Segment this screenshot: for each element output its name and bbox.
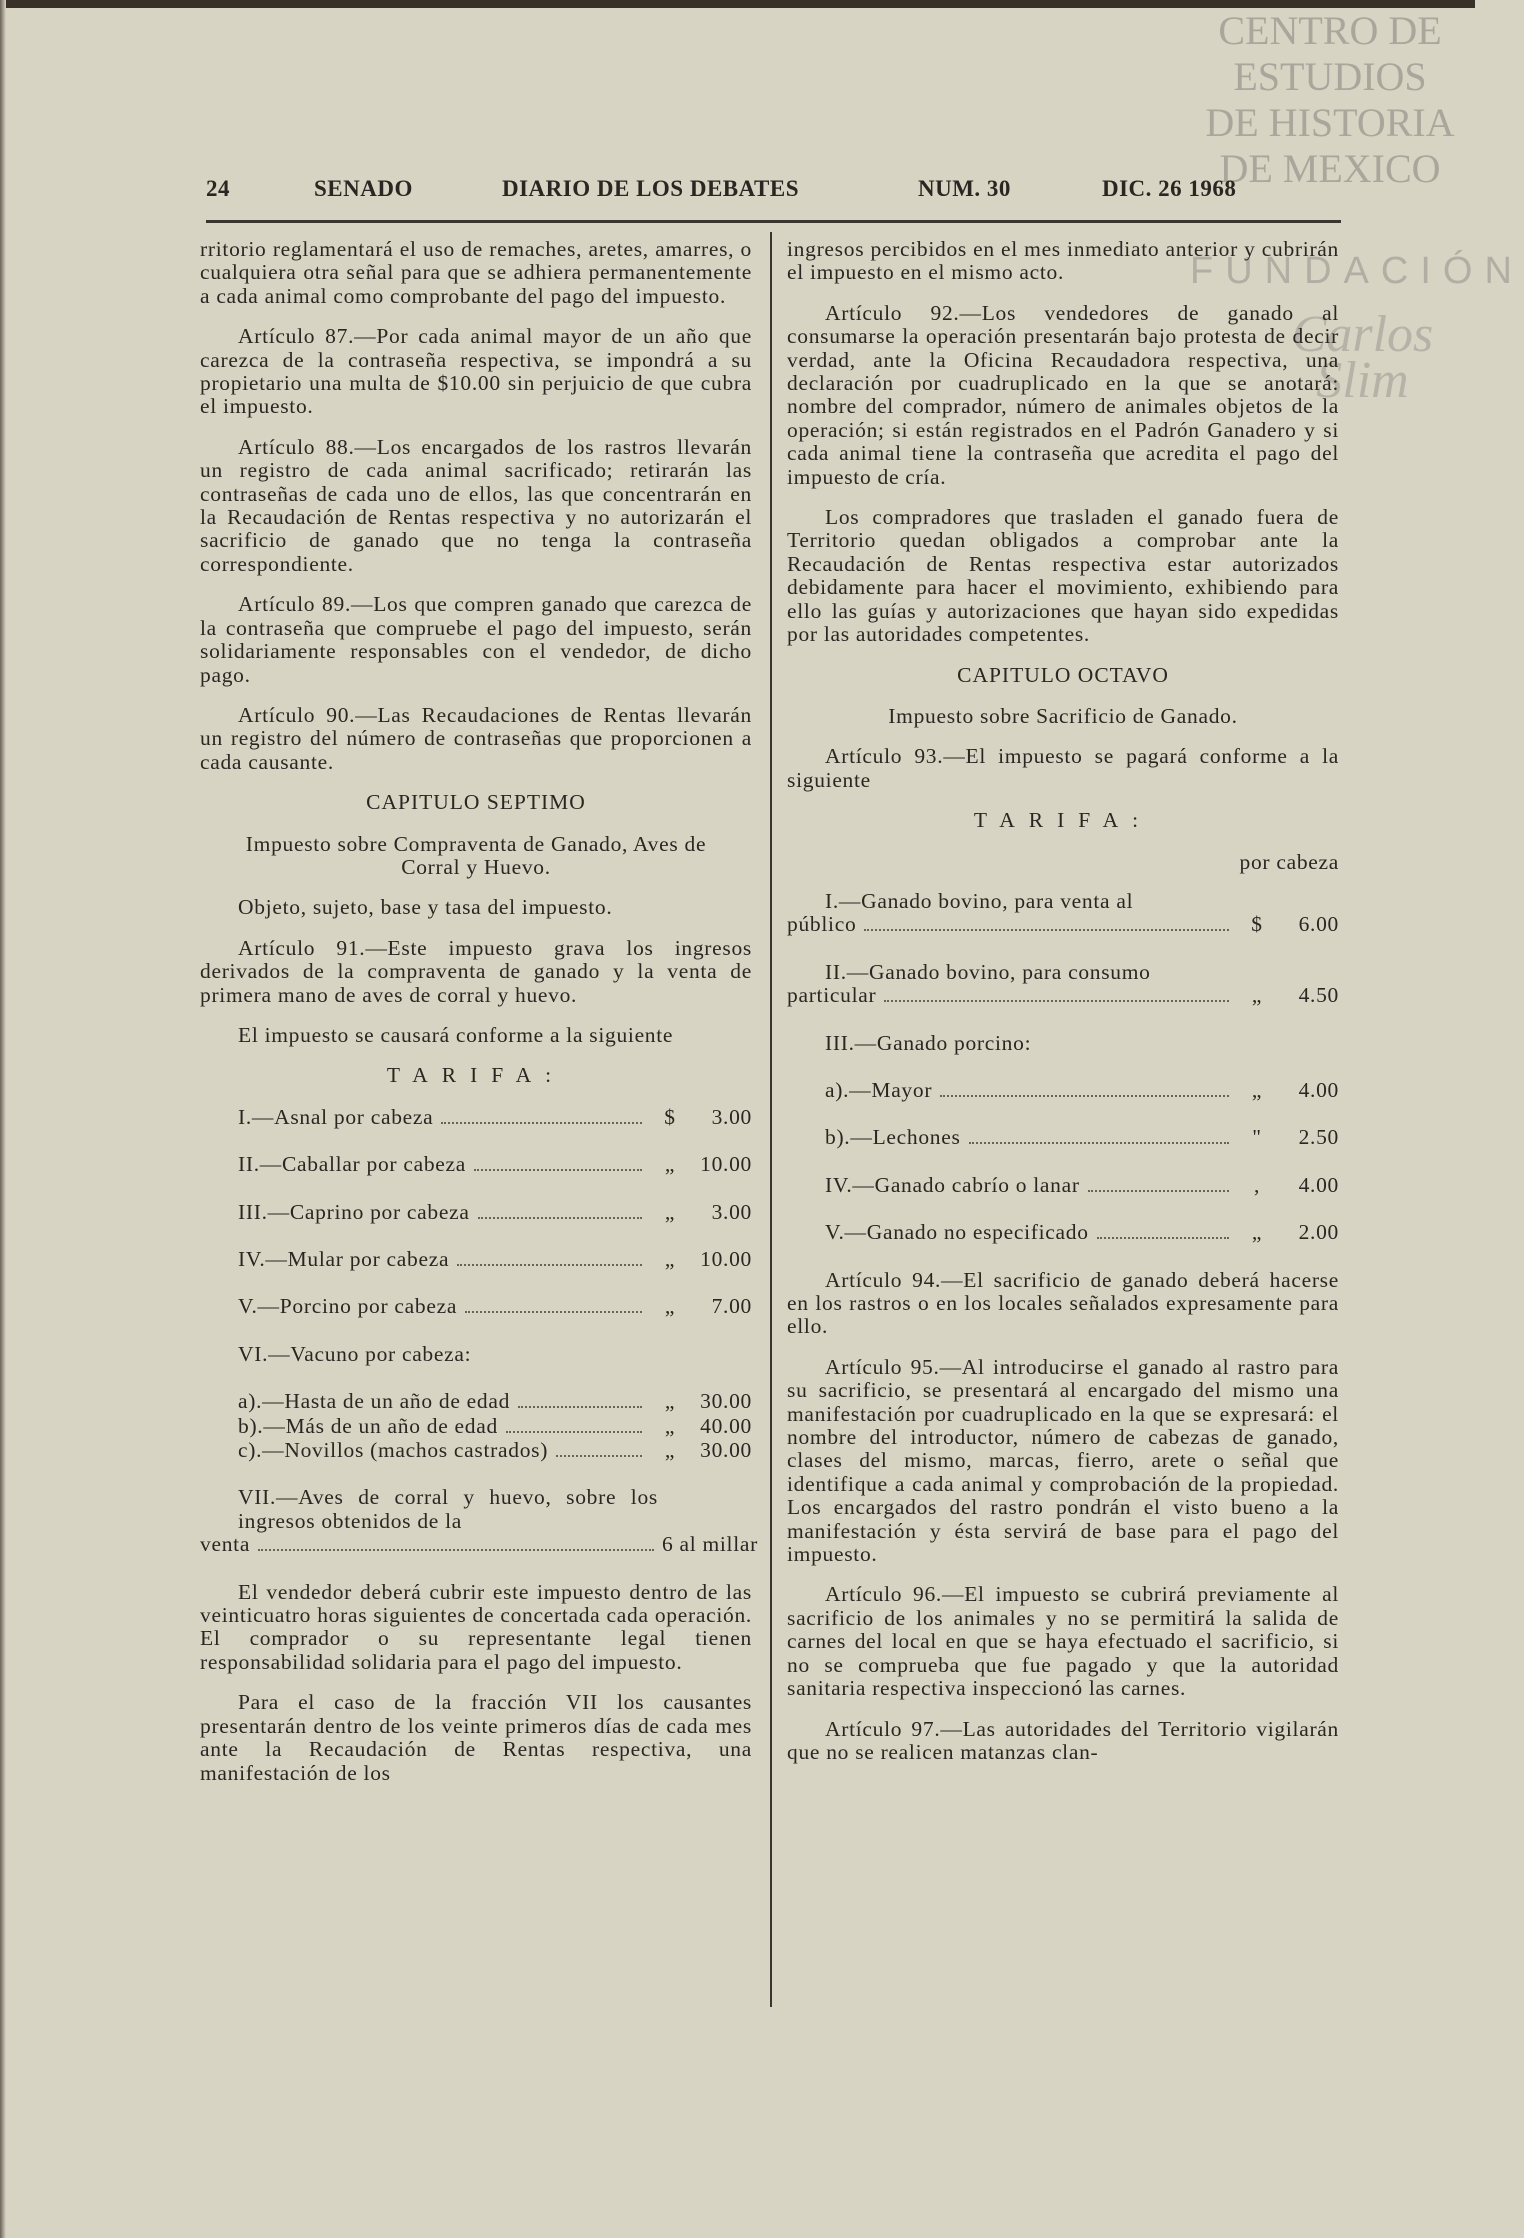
paragraph: Artículo 90.—Las Recaudaciones de Rentas llevarán un registro del número de contraseñas que proporcionen a cada causante. — [200, 702, 752, 774]
tariff-value: 30.00 — [700, 1389, 752, 1414]
tariff-row-line — [787, 984, 1339, 1007]
dot-leader — [478, 1217, 642, 1219]
tariff-sign: „ — [664, 1199, 676, 1224]
dot-leader — [457, 1264, 642, 1266]
tariff-value: 4.00 — [1298, 1077, 1339, 1102]
paragraph: Para el caso de la fracción VII los causantes presentarán dentro de los veinte primeros días de cada mes ante la Recaudación de Rentas respectiva, una manifestación de los — [200, 1690, 752, 1785]
tariff-sign: „ — [1251, 1220, 1263, 1245]
tariff-value: 3.00 — [711, 1104, 752, 1129]
tariff-row — [825, 1079, 1339, 1102]
tariff-value: 40.00 — [700, 1413, 752, 1438]
dot-leader — [465, 1311, 642, 1313]
tariff-label: c).—Novillos (machos castrados) — [238, 1438, 549, 1463]
tariff-row — [200, 1485, 758, 1557]
page-edge-left — [0, 0, 6, 2238]
tariff-label: III.—Ganado porcino: — [825, 1030, 1032, 1055]
tariff-heading: TARIFA: — [973, 808, 1153, 833]
paragraph: El impuesto se causará conforme a la siguiente — [238, 1022, 674, 1047]
page-header — [206, 176, 1246, 206]
publication-title: DIARIO DE LOS DEBATES — [502, 176, 800, 201]
tariff-label: II.—Ganado bovino, para consumo — [825, 959, 1151, 984]
tariff-value: 6 al millar — [661, 1532, 758, 1557]
paragraph: Artículo 91.—Este impuesto grava los ingresos derivados de la compraventa de ganado y la venta de primera mano de aves de corral y huevo. — [200, 935, 752, 1007]
paragraph: Artículo 92.—Los vendedores de ganado al consumarse la operación presentarán bajo protesta de decir verdad, ante la Oficina Recaudadora respectiva, una declaración por cuadruplicado en la que se anotará: nombre del comprador, número de animales objetos de la operación; si están registrados en el Padrón Ganadero y si cada animal tiene la contraseña que acredita el pago del impuesto de cría. — [787, 300, 1339, 489]
tariff-label: a).—Mayor — [825, 1077, 933, 1102]
chapter-heading: CAPITULO OCTAVO — [957, 662, 1169, 687]
tariff-value: 10.00 — [700, 1152, 752, 1177]
tariff-sign: $ — [1251, 912, 1263, 937]
dot-leader — [884, 1000, 1229, 1002]
paragraph: Artículo 93.—El impuesto se pagará conforme a la siguiente — [787, 744, 1339, 792]
tariff-sign: „ — [1251, 983, 1263, 1008]
dot-leader — [940, 1095, 1229, 1097]
tariff-value: 30.00 — [700, 1438, 752, 1463]
tariff-row — [787, 959, 1339, 1008]
tariff-row — [238, 1390, 752, 1413]
tariff-sign: „ — [664, 1413, 676, 1438]
tariff-sign: , — [1253, 1172, 1261, 1197]
paragraph: Los compradores que trasladen el ganado fuera de Territorio quedan obligados a comprobar ante la Recaudación de Rentas respectiva estar autorizados debidamente para hacer el movimiento, exhibiendo para ello las guías y autorizaciones que hayan sido expedidas por las autoridades competentes. — [787, 505, 1339, 647]
tariff-value: 2.00 — [1298, 1220, 1339, 1245]
paragraph: Artículo 97.—Las autoridades del Territorio vigilarán que no se realicen matanzas clan- — [787, 1716, 1339, 1764]
tariff-label: III.—Caprino por cabeza — [238, 1199, 470, 1224]
tariff-row — [238, 1106, 752, 1129]
tariff-sign: „ — [664, 1389, 676, 1414]
tariff-row — [825, 1126, 1339, 1149]
tariff-label: IV.—Mular por cabeza — [238, 1247, 450, 1271]
tariff-value: 7.00 — [711, 1294, 752, 1319]
chapter-heading: CAPITULO SEPTIMO — [366, 790, 586, 815]
page-number: 24 — [206, 176, 230, 201]
tariff-row — [238, 1248, 752, 1271]
tariff-label: b).—Más de un año de edad — [238, 1413, 498, 1438]
tariff-sign: " — [1252, 1125, 1262, 1150]
dot-leader — [441, 1122, 642, 1124]
tariff-row — [238, 1439, 752, 1462]
paragraph: Objeto, sujeto, base y tasa del impuesto. — [238, 895, 613, 920]
dot-leader — [1097, 1237, 1229, 1239]
watermark-signature: Carlos Slim — [1291, 306, 1434, 409]
tariff-value: 10.00 — [700, 1247, 752, 1271]
paragraph: Artículo 87.—Por cada animal mayor de un año que carezca de la contraseña respectiva, se impondrá a su propietario una multa de $10.00 sin perjuicio de que cubra el impuesto. — [200, 324, 752, 419]
dot-leader — [1088, 1190, 1229, 1192]
tariff-sign: „ — [664, 1247, 676, 1271]
tariff-label: VII.—Aves de corral y huevo, sobre los ingresos obtenidos de la — [238, 1485, 658, 1533]
tariff-row — [825, 1221, 1339, 1244]
dot-leader — [474, 1169, 642, 1171]
tariff-value: 4.00 — [1298, 1172, 1339, 1197]
tariff-label: venta — [200, 1532, 251, 1557]
section-title: Impuesto sobre Compraventa de Ganado, Aves de Corral y Huevo. — [245, 831, 707, 879]
tariff-row — [238, 1201, 752, 1224]
watermark-line: CENTRO DE — [1218, 8, 1442, 53]
tariff-row — [238, 1153, 752, 1176]
tariff-sign: „ — [664, 1294, 676, 1319]
tariff-group-label — [825, 1032, 1339, 1055]
issue-number: NUM. 30 — [918, 176, 1011, 201]
tariff-label: IV.—Ganado cabrío o lanar — [825, 1172, 1080, 1197]
tariff-unit-label: por cabeza — [1239, 849, 1339, 874]
tariff-label: V.—Porcino por cabeza — [238, 1294, 458, 1319]
tariff-row-line — [787, 913, 1339, 936]
chamber-name: SENADO — [314, 176, 413, 201]
dot-leader — [258, 1549, 654, 1551]
tariff-group-label — [238, 1343, 752, 1366]
paragraph: Artículo 95.—Al introducirse el ganado al rastro para su sacrificio, se presentará al encargado del mismo una manifestación por cuadruplicado en la que se expresará: el nombre del introductor, número de cabezas de ganado, clases del mismo, marcas, fierro, arete o señal que identifique a cada animal y comprobación de la propiedad. Los encargados del rastro pondrán el visto bueno a la manifestación y ésta servirá de base para el pago del impuesto. — [787, 1354, 1339, 1567]
tariff-label: particular — [787, 983, 877, 1008]
watermark-line: DE HISTORIA — [1205, 100, 1455, 145]
left-column — [200, 237, 758, 1802]
tariff-heading: TARIFA: — [386, 1063, 566, 1088]
tariff-sign: „ — [664, 1152, 676, 1177]
tariff-sign: „ — [1251, 1077, 1263, 1102]
paragraph: El vendedor deberá cubrir este impuesto dentro de las veinticuatro horas siguientes de concertada cada operación. El comprador o su representante legal tienen responsabilidad solidaria para el pago del impuesto. — [200, 1579, 752, 1674]
dot-leader — [518, 1406, 642, 1408]
paragraph: Artículo 96.—El impuesto se cubrirá previamente al sacrificio de los animales y no se permitirá la salida de carnes del local en que se haya efectuado el sacrificio, si no se comprueba que fue pagado y que la autoridad sanitaria respectiva inspeccionó las carnes. — [787, 1582, 1339, 1701]
watermark-logo — [1195, 8, 1465, 192]
tariff-value: 3.00 — [711, 1199, 752, 1224]
tariff-row — [787, 888, 1339, 937]
watermark-line: DE MEXICO — [1219, 146, 1441, 191]
paragraph: ingresos percibidos en el mes inmediato anterior y cubrirán el impuesto en el mismo acto. — [787, 237, 1339, 285]
tariff-row-line — [200, 1533, 758, 1556]
tariff-label: II.—Caballar por cabeza — [238, 1152, 466, 1177]
paragraph: Artículo 89.—Los que compren ganado que carezca de la contraseña que compruebe el pago del impuesto, serán solidariamente responsables con el vendedor, de dicho pago. — [200, 592, 752, 687]
tariff-row — [238, 1415, 752, 1438]
watermark-line: ESTUDIOS — [1233, 54, 1427, 99]
column-divider — [770, 232, 772, 2007]
issue-date: DIC. 26 1968 — [1102, 176, 1237, 201]
tariff-label: a).—Hasta de un año de edad — [238, 1389, 511, 1414]
tariff-value: 4.50 — [1298, 983, 1339, 1008]
tariff-label: VI.—Vacuno por cabeza: — [238, 1341, 472, 1366]
tariff-sign: „ — [664, 1438, 676, 1463]
dot-leader — [556, 1455, 642, 1457]
right-column — [787, 238, 1339, 1781]
tariff-row — [238, 1295, 752, 1318]
tariff-label: I.—Asnal por cabeza — [238, 1104, 434, 1129]
dot-leader — [506, 1431, 642, 1433]
tariff-label: público — [787, 912, 857, 937]
tariff-label: b).—Lechones — [825, 1125, 961, 1150]
header-rule — [206, 220, 1341, 223]
page-edge — [0, 0, 1475, 8]
paragraph: rritorio reglamentará el uso de remaches, aretes, amarres, o cualquiera otra señal para que se adhiera permanentemente a cada animal como comprobante del pago del impuesto. — [200, 237, 752, 308]
tariff-row — [825, 1174, 1339, 1197]
dot-leader — [969, 1142, 1229, 1144]
paragraph: Artículo 88.—Los encargados de los rastros llevarán un registro de cada animal sacrificado; retirarán las contraseñas de cada uno de ellos, las que concentrarán en la Recaudación de Rentas respectiva y no autorizarán el sacrificio de ganado que no tenga la contraseña correspondiente. — [200, 434, 752, 576]
tariff-label: V.—Ganado no especificado — [825, 1220, 1089, 1245]
paragraph: Artículo 94.—El sacrificio de ganado deberá hacerse en los rastros o en los locales señalados expresamente para ello. — [787, 1267, 1339, 1339]
dot-leader — [864, 929, 1229, 931]
watermark-foundation: FUNDACIÓN — [1190, 250, 1524, 292]
tariff-sign: $ — [664, 1104, 676, 1129]
tariff-label: I.—Ganado bovino, para venta al — [825, 888, 1134, 913]
tariff-value: 6.00 — [1298, 912, 1339, 937]
section-title: Impuesto sobre Sacrificio de Ganado. — [888, 703, 1238, 728]
tariff-value: 2.50 — [1298, 1125, 1339, 1150]
